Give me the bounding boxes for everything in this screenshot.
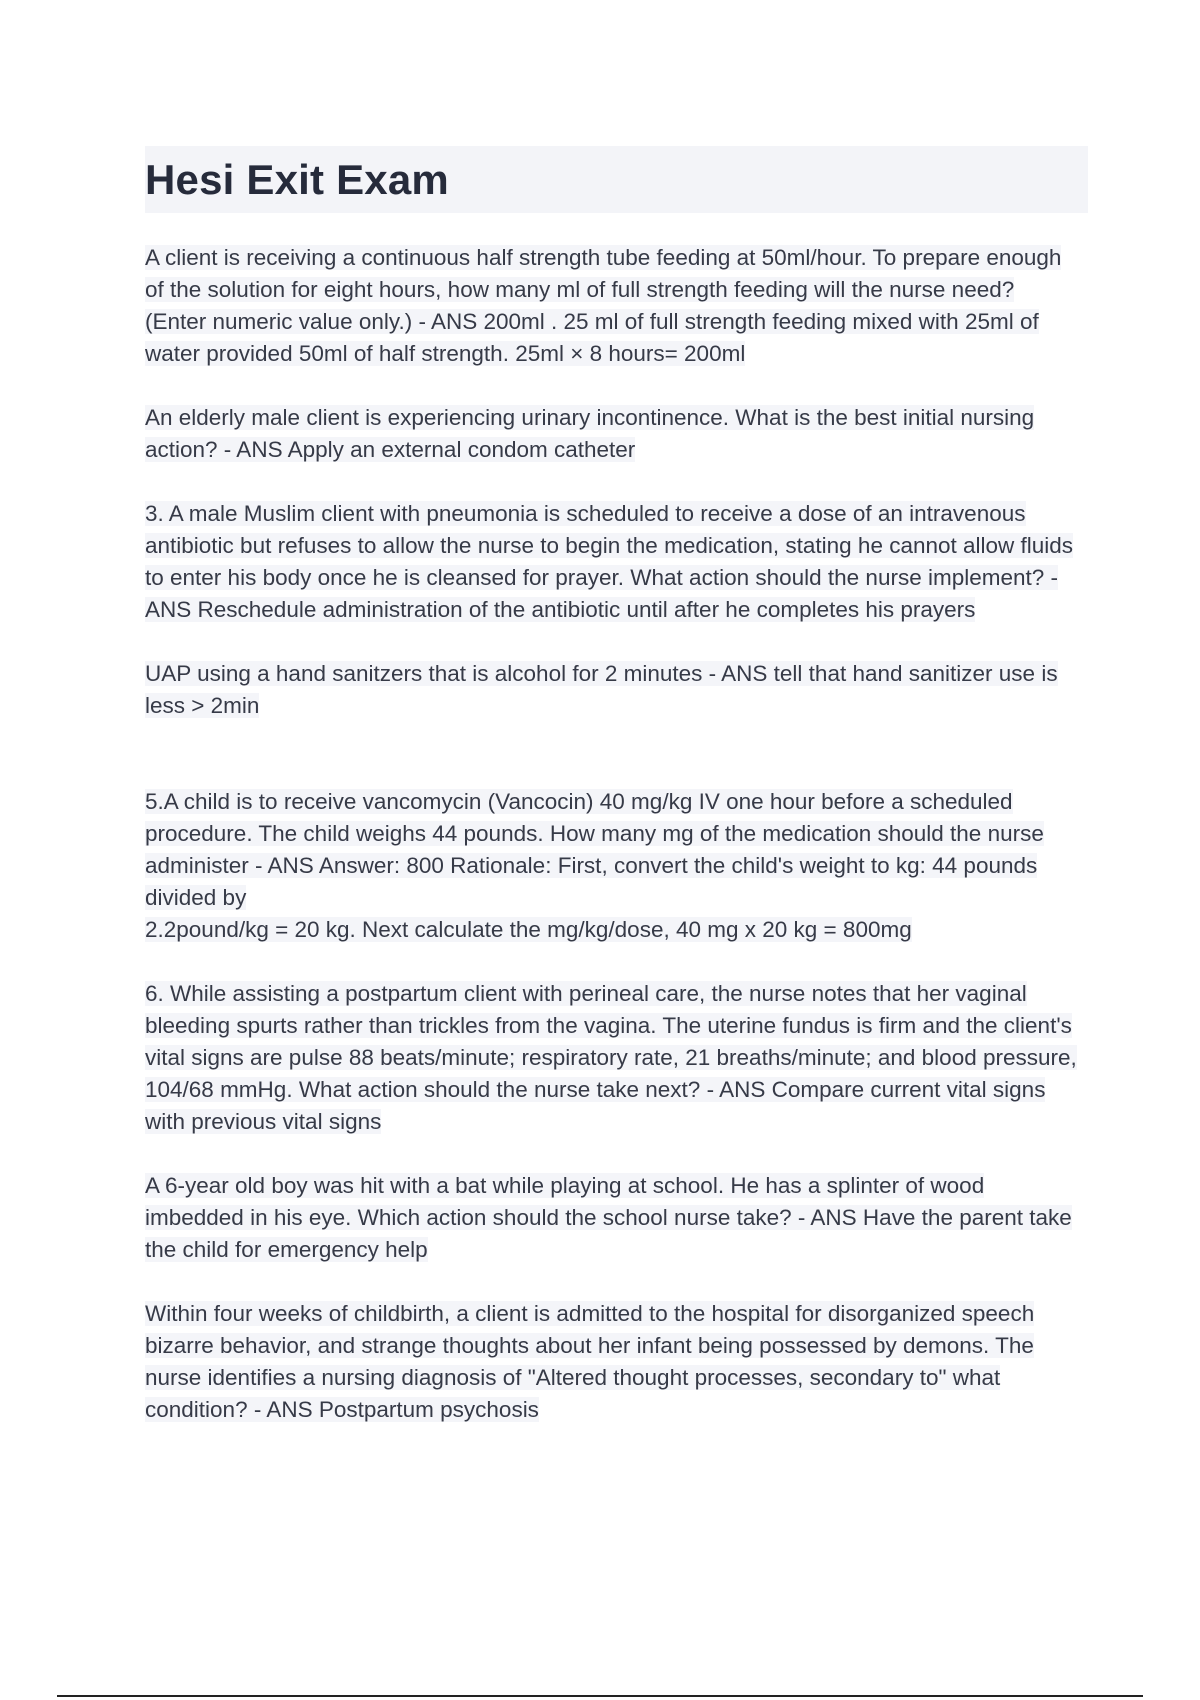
question-item [145,1170,1080,1266]
question-text: 5.A child is to receive vancomycin (Vancocin) 40 mg/kg IV one hour before a scheduled procedure. The child weighs 44 pounds. How many mg of the medication should the nurse administer - ANS Answer: 800 Rationale: First, convert the child's weight to kg: 44 pounds divided by 2.2pound/kg = 20 kg. Next calculate the mg/kg/dose, 40 mg x 20 kg = 800mg [145,789,1044,942]
question-item [145,1298,1080,1426]
question-text: 6. While assisting a postpartum client with perineal care, the nurse notes that her vaginal bleeding spurts rather than trickles from the vagina. The uterine fundus is firm and the client's vital signs are pulse 88 beats/minute; respiratory rate, 21 breaths/minute; and blood pressure, 104/68 mmHg. What action should the nurse take next? - ANS Compare current vital signs with previous vital signs [145,981,1077,1134]
question-item [145,402,1080,466]
question-text: UAP using a hand sanitzers that is alcohol for 2 minutes - ANS tell that hand sanitizer use is less > 2min [145,661,1058,718]
question-text: 3. A male Muslim client with pneumonia is scheduled to receive a dose of an intravenous antibiotic but refuses to allow the nurse to begin the medication, stating he cannot allow fluids to enter his body once he is cleansed for prayer. What action should the nurse implement? - ANS Reschedule administration of the antibiotic until after he completes his prayers [145,501,1074,622]
question-item [145,978,1080,1138]
question-item [145,658,1080,722]
question-item [145,242,1080,370]
question-list [145,242,1080,1458]
question-item [145,754,1080,946]
document-title: Hesi Exit Exam [145,156,449,203]
question-item [145,498,1080,626]
question-text: A 6-year old boy was hit with a bat while playing at school. He has a splinter of wood imbedded in his eye. Which action should the school nurse take? - ANS Have the parent take the child for emergency help [145,1173,1072,1262]
footer-divider [57,1695,1143,1697]
question-text: Within four weeks of childbirth, a client is admitted to the hospital for disorganized speech bizarre behavior, and strange thoughts about her infant being possessed by demons. The nurse identifies a nursing diagnosis of "Altered thought processes, secondary to" what condition? - ANS Postpartum psychosis [145,1301,1035,1422]
question-text: A client is receiving a continuous half strength tube feeding at 50ml/hour. To prepare enough of the solution for eight hours, how many ml of full strength feeding will the nurse need? (Enter numeric value only.) - ANS 200ml . 25 ml of full strength feeding mixed with 25ml of water provided 50ml of half strength. 25ml × 8 hours= 200ml [145,245,1062,366]
question-text: An elderly male client is experiencing urinary incontinence. What is the best initial nursing action? - ANS Apply an external condom catheter [145,405,1035,462]
title-block [145,146,1088,213]
